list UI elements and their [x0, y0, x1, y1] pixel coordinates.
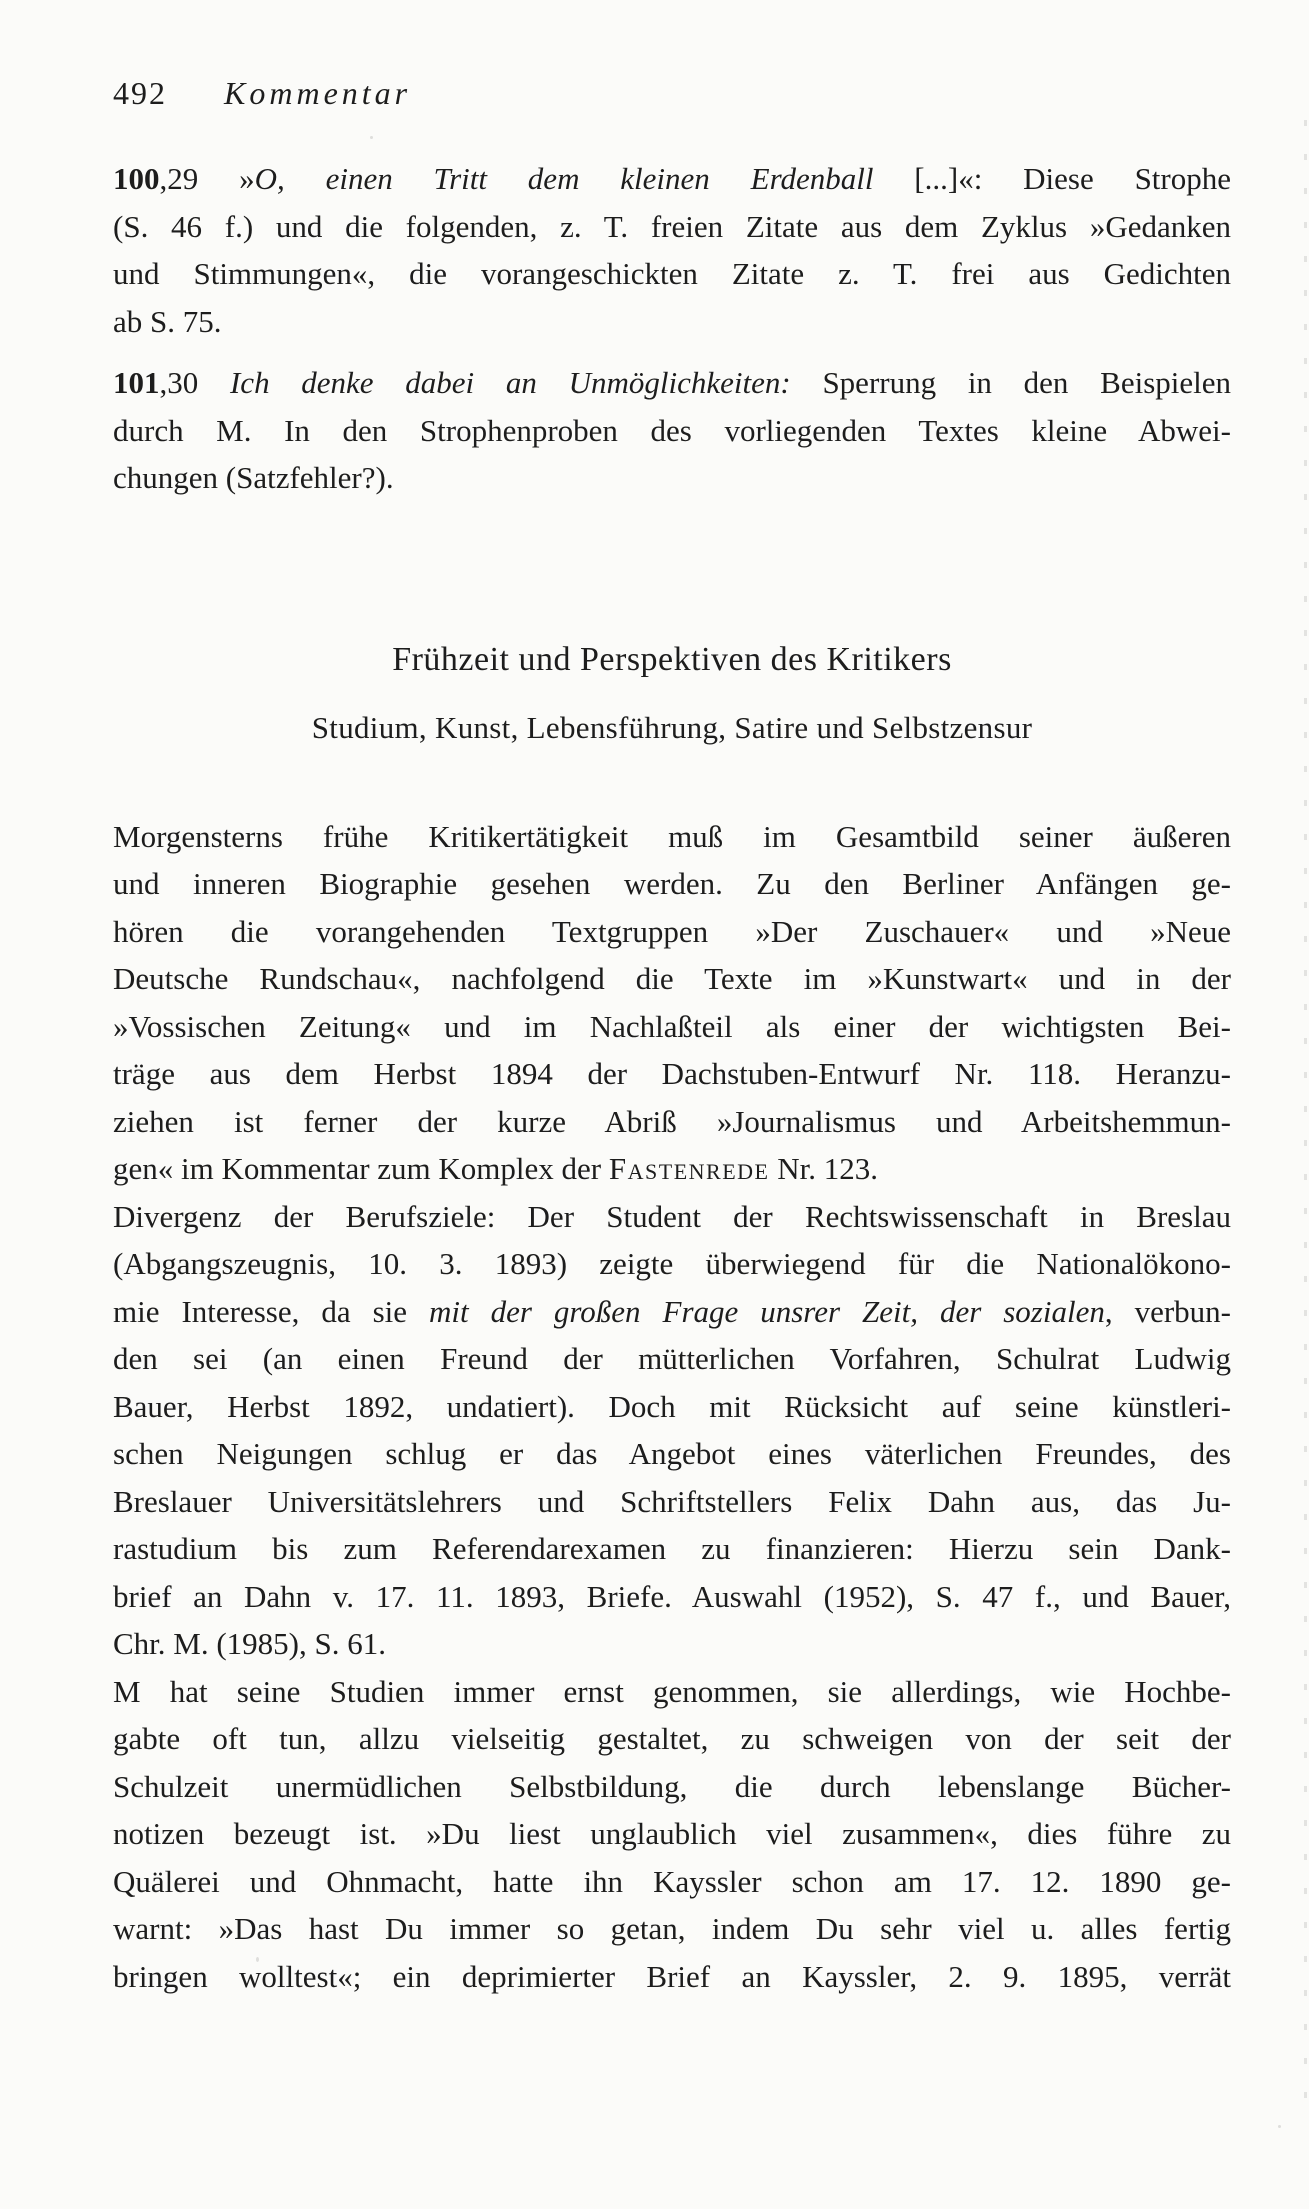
- text-segment: Morgensterns frühe Kritikertätigkeit muß im Gesamtbild seiner äußeren: [113, 818, 1231, 854]
- text-segment: träge aus dem Herbst 1894 der Dachstuben-Entwurf Nr. 118. Heranzu-: [113, 1056, 1231, 1091]
- text-line: [113, 1288, 1231, 1336]
- paragraph: [113, 1668, 1231, 2001]
- text-segment: (Abgangszeugnis, 10. 3. 1893) zeigte überwiegend für die Nationalökono-: [113, 1246, 1231, 1281]
- text-segment: Deutsche Rundschau«, nachfolgend die Texte im »Kunstwart« und in der: [113, 961, 1231, 996]
- text-segment: ,30: [159, 365, 230, 400]
- text-segment: [...]«: Diese Strophe: [873, 161, 1232, 196]
- text-segment: gabte oft tun, allzu vielseitig gestaltet, zu schweigen von der seit der: [113, 1721, 1231, 1756]
- section-subheading: Studium, Kunst, Lebensführung, Satire und Selbstzensur: [311, 709, 1033, 745]
- text-line: [113, 1573, 1231, 1621]
- text-line: [113, 1525, 1231, 1573]
- text-line: [113, 1335, 1231, 1383]
- text-line: [113, 813, 1231, 861]
- text-line: [113, 1098, 1231, 1146]
- commentary-entry: [113, 359, 1231, 502]
- text-segment: Schulzeit unermüdlichen Selbstbildung, die durch lebenslange Bücher-: [113, 1768, 1231, 1804]
- scan-edge-artifact: [1304, 120, 1307, 2100]
- page-number: 492: [113, 75, 167, 111]
- paragraph: [113, 813, 1231, 1193]
- text-line: [113, 1003, 1231, 1051]
- text-line: [113, 860, 1231, 908]
- scan-speck-artifact: [256, 1957, 259, 1962]
- paragraph: [113, 1193, 1231, 1668]
- text-segment: Bauer, Herbst 1892, undatiert). Doch mit Rücksicht auf seine künstleri-: [113, 1388, 1231, 1424]
- text-line: [113, 1050, 1231, 1098]
- text-segment: rastudium bis zum Referendarexamen zu finanzieren: Hierzu sein Dank-: [113, 1531, 1231, 1566]
- text-line: [113, 298, 1231, 346]
- text-line: [113, 1905, 1231, 1953]
- text-segment: Nr. 123.: [769, 1151, 878, 1186]
- section-heading: Frühzeit und Perspektiven des Kritikers: [392, 640, 952, 678]
- text-line: [113, 1810, 1231, 1858]
- text-line: [113, 1668, 1231, 1716]
- text-line: [113, 955, 1231, 1003]
- text-segment: ab S. 75.: [113, 303, 222, 339]
- text-line: [113, 1383, 1231, 1431]
- running-head: Kommentar: [224, 75, 412, 111]
- text-segment-italic: Ich denke dabei an Unmöglichkeiten:: [229, 365, 791, 400]
- text-line: [113, 1763, 1231, 1811]
- text-segment: notizen bezeugt ist. »Du liest unglaublich viel zusammen«, dies führe zu: [113, 1816, 1231, 1851]
- text-segment: ziehen ist ferner der kurze Abriß »Journalismus und Arbeitshemmun-: [113, 1103, 1231, 1139]
- text-segment: ,29 »: [159, 161, 255, 196]
- text-line: [113, 1620, 1231, 1668]
- text-segment: Chr. M. (1985), S. 61.: [113, 1626, 386, 1661]
- text-segment: schen Neigungen schlug er das Angebot eines väterlichen Freundes, des: [113, 1436, 1231, 1471]
- text-segment: , verbun-: [1104, 1293, 1231, 1329]
- text-segment: hören die vorangehenden Textgruppen »Der Zuschauer« und »Neue: [113, 913, 1231, 949]
- scan-speck-artifact: [1278, 2125, 1281, 2128]
- text-segment: durch M. In den Strophenproben des vorliegenden Textes kleine Abwei-: [113, 412, 1231, 448]
- text-line: [113, 1478, 1231, 1526]
- text-segment: Divergenz der Berufsziele: Der Student der Rechtswissenschaft in Breslau: [113, 1198, 1231, 1234]
- text-line: [113, 1953, 1231, 2001]
- text-segment: und inneren Biographie gesehen werden. Zu den Berliner Anfängen ge-: [113, 866, 1231, 901]
- text-segment: chungen (Satzfehler?).: [113, 460, 394, 495]
- text-segment: Sperrung in den Beispielen: [790, 365, 1231, 400]
- text-line: [113, 1715, 1231, 1763]
- page-header: [113, 73, 1231, 113]
- text-line: [113, 1145, 1231, 1193]
- text-segment: warnt: »Das hast Du immer so getan, indem Du sehr viel u. alles fertig: [113, 1911, 1231, 1946]
- text-segment: M hat seine Studien immer ernst genommen, sie allerdings, wie Hochbe-: [113, 1673, 1231, 1709]
- text-segment: und Stimmungen«, die vorangeschickten Zitate z. T. frei aus Gedichten: [113, 256, 1231, 291]
- text-line: [113, 1430, 1231, 1478]
- text-segment-bold: 101: [113, 365, 160, 400]
- text-segment-italic: mit der großen Frage unsrer Zeit, der sozialen: [428, 1293, 1105, 1329]
- text-line: [113, 908, 1231, 956]
- text-segment: bringen wolltest«; ein deprimierter Brief an Kayssler, 2. 9. 1895, verrät: [113, 1958, 1231, 1994]
- text-segment: (S. 46 f.) und die folgenden, z. T. freien Zitate aus dem Zyklus »Gedanken: [113, 208, 1231, 244]
- text-line: [113, 1858, 1231, 1906]
- text-segment: den sei (an einen Freund der mütterlichen Vorfahren, Schulrat Ludwig: [113, 1341, 1231, 1376]
- text-segment: mie Interesse, da sie: [113, 1293, 429, 1329]
- commentary-entry: [113, 155, 1231, 345]
- text-segment-smallcaps: Fastenrede: [608, 1151, 770, 1186]
- body-text: [113, 813, 1231, 2001]
- commentary-entries: [113, 155, 1231, 502]
- text-line: [113, 407, 1231, 455]
- text-segment: »Vossischen Zeitung« und im Nachlaßteil als einer der wichtigsten Bei-: [113, 1008, 1231, 1044]
- scan-speck-artifact: [370, 136, 373, 139]
- text-segment: gen« im Kommentar zum Komplex der: [113, 1151, 609, 1186]
- text-segment-bold: 100: [113, 161, 160, 196]
- text-line: [113, 454, 1231, 502]
- text-segment: brief an Dahn v. 17. 11. 1893, Briefe. Auswahl (1952), S. 47 f., und Bauer,: [113, 1578, 1231, 1614]
- text-line: [113, 359, 1231, 407]
- text-segment-italic: O, einen Tritt dem kleinen Erdenball: [254, 161, 874, 196]
- text-line: [113, 1193, 1231, 1241]
- text-line: [113, 1240, 1231, 1288]
- text-segment: Breslauer Universitätslehrers und Schriftstellers Felix Dahn aus, das Ju-: [113, 1483, 1231, 1519]
- text-block: [113, 0, 1231, 2000]
- text-segment: Quälerei und Ohnmacht, hatte ihn Kayssler schon am 17. 12. 1890 ge-: [113, 1863, 1231, 1899]
- text-line: [113, 203, 1231, 251]
- text-line: [113, 155, 1231, 203]
- text-line: [113, 250, 1231, 298]
